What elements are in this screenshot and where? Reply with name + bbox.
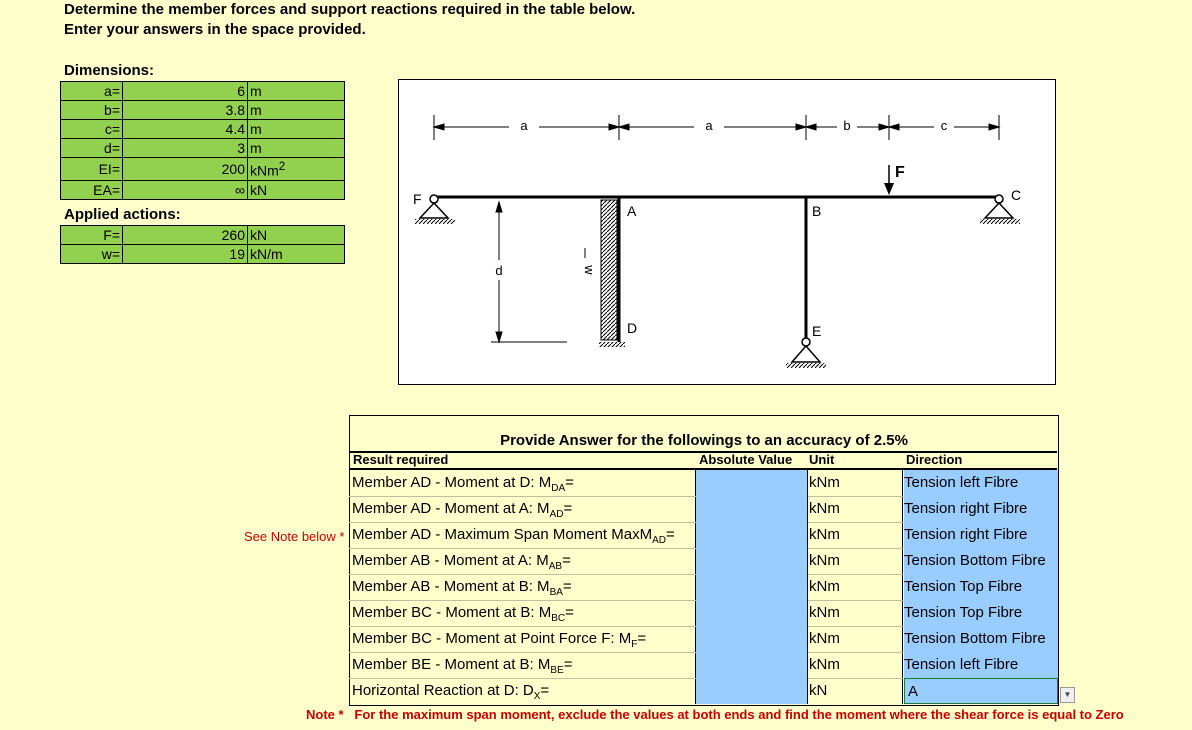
dim-label-c: c	[940, 118, 948, 133]
node-label-B: B	[812, 203, 822, 219]
dim-label-d: d	[495, 263, 503, 278]
unit-cell: kNm	[809, 474, 840, 491]
node-label-F: F	[413, 191, 422, 207]
dropdown-arrow-icon[interactable]: ▼	[1060, 687, 1075, 703]
result-label-DX	[352, 678, 694, 703]
result-subscript: F	[631, 639, 638, 650]
result-label-MDA	[352, 470, 694, 495]
unit-cell: kNm	[809, 630, 840, 647]
point-load-arrow	[884, 165, 894, 195]
param-value[interactable]: 200	[123, 158, 248, 181]
result-label-MaxMAD	[352, 522, 694, 547]
result-equals: =	[565, 474, 574, 491]
direction-select[interactable]: A	[904, 678, 1058, 704]
result-equals: =	[540, 682, 550, 699]
dimension-line-top	[434, 115, 999, 140]
dimension-row	[61, 139, 345, 158]
result-subscript: BA	[549, 587, 563, 598]
param-label: EA=	[61, 180, 123, 199]
result-label-MBA	[352, 574, 694, 599]
header-unit: Unit	[809, 452, 835, 467]
direction-cell[interactable]: Tension right Fibre	[904, 496, 1058, 522]
footer-note	[306, 707, 1124, 722]
unit-cell: kNm	[809, 578, 840, 595]
unit-cell: kNm	[809, 604, 840, 621]
node-label-A: A	[627, 203, 637, 219]
header-direction: Direction	[906, 452, 963, 467]
param-label: d=	[61, 139, 123, 158]
dim-label-a1: a	[520, 118, 528, 133]
result-equals: =	[563, 500, 573, 517]
applied-actions-table	[60, 225, 345, 264]
column-separator	[902, 470, 903, 704]
dimension-row	[61, 158, 345, 181]
direction-cell[interactable]: Tension Top Fibre	[904, 600, 1058, 626]
param-unit: m	[248, 101, 345, 120]
result-subscript: BE	[550, 665, 564, 676]
footer-note-text: For the maximum span moment, exclude the values at both ends and find the moment where the shear force is equal to Zero	[354, 707, 1124, 722]
result-label-MF	[352, 626, 694, 651]
param-label: F=	[61, 226, 123, 245]
answer-input-MBE[interactable]	[696, 652, 808, 678]
dimension-row	[61, 101, 345, 120]
point-load-label-F: F	[895, 164, 905, 181]
param-unit: m	[248, 82, 345, 101]
result-subscript: DA	[551, 483, 566, 494]
answer-input-MAB[interactable]	[696, 548, 808, 574]
answer-input-MBA[interactable]	[696, 574, 808, 600]
answer-input-MAD[interactable]	[696, 496, 808, 522]
param-value[interactable]: 3.8	[123, 101, 248, 120]
header-absolute-value: Absolute Value	[699, 452, 793, 467]
footer-note-marker: Note *	[306, 707, 344, 722]
result-subscript: AD	[549, 509, 564, 520]
answer-input-MDA[interactable]	[696, 470, 808, 496]
param-unit: kN/m	[248, 245, 345, 264]
unit-exponent: 2	[278, 160, 286, 173]
dim-label-b: b	[843, 118, 851, 133]
param-label: w=	[61, 245, 123, 264]
distributed-load-w	[601, 200, 617, 340]
direction-cell[interactable]: Tension right Fibre	[904, 522, 1058, 548]
direction-cell[interactable]: Tension Bottom Fibre	[904, 626, 1058, 652]
param-label: b=	[61, 101, 123, 120]
unit-cell: kNm	[809, 500, 840, 517]
result-equals: =	[562, 578, 572, 595]
unit-cell: kN	[809, 682, 828, 699]
answer-input-DX[interactable]	[696, 678, 808, 704]
param-unit: kN	[248, 226, 345, 245]
unit-cell: kNm	[809, 526, 840, 543]
result-text: Member AD - Moment at D: M	[352, 474, 552, 491]
node-label-D: D	[627, 320, 638, 336]
result-text: Member AB - Moment at B: M	[352, 578, 550, 595]
param-label: c=	[61, 120, 123, 139]
param-unit	[248, 158, 345, 181]
dimension-row	[61, 120, 345, 139]
result-subscript: AB	[548, 561, 563, 572]
param-unit: m	[248, 139, 345, 158]
result-text: Member BE - Moment at B: M	[352, 656, 551, 673]
direction-cell[interactable]: Tension Bottom Fibre	[904, 548, 1058, 574]
direction-cell[interactable]: Tension left Fibre	[904, 470, 1058, 496]
result-equals: =	[637, 630, 647, 647]
direction-cell[interactable]: Tension left Fibre	[904, 652, 1058, 678]
answer-input-MaxMAD[interactable]	[696, 522, 808, 548]
param-unit-text: kNm	[250, 162, 279, 179]
dimensions-title: Dimensions:	[64, 62, 155, 79]
result-equals: =	[562, 552, 571, 569]
param-value[interactable]: 4.4	[123, 120, 248, 139]
answer-input-MBC[interactable]	[696, 600, 808, 626]
answer-input-MF[interactable]	[696, 626, 808, 652]
header-result-required: Result required	[353, 452, 449, 467]
param-unit: kN	[248, 180, 345, 199]
param-value[interactable]: 6	[123, 82, 248, 101]
result-label-MAB	[352, 548, 694, 573]
unit-cell: kNm	[809, 656, 840, 673]
instruction-line-2: Enter your answers in the space provided.	[64, 21, 366, 38]
instruction-line-1: Determine the member forces and support reactions required in the table below.	[64, 1, 636, 18]
dimension-row	[61, 180, 345, 199]
result-label-MBC	[352, 600, 694, 625]
result-subscript: BC	[551, 613, 566, 624]
result-text: Member AD - Maximum Span Moment MaxM	[352, 526, 653, 543]
param-label: EI=	[61, 158, 123, 181]
result-text: Member AD - Moment at A: M	[352, 500, 550, 517]
result-label-MAD	[352, 496, 694, 521]
load-label-w: w	[582, 265, 597, 275]
param-unit: m	[248, 120, 345, 139]
param-value[interactable]: ∞	[123, 180, 248, 199]
fixed-support-D	[599, 342, 625, 347]
see-note-marker: See Note below *	[244, 529, 345, 544]
node-label-C: C	[1011, 187, 1022, 203]
frame-diagram-svg	[399, 80, 1055, 384]
result-equals: =	[665, 526, 675, 543]
action-row	[61, 245, 345, 264]
unit-cell: kNm	[809, 552, 840, 569]
direction-cell[interactable]: Tension Top Fibre	[904, 574, 1058, 600]
frame-diagram	[398, 79, 1056, 385]
dim-label-a2: a	[705, 118, 713, 133]
result-text: Horizontal Reaction at D: D	[352, 682, 534, 699]
node-label-E: E	[812, 323, 822, 339]
applied-actions-title: Applied actions:	[64, 206, 181, 223]
param-value[interactable]: 3	[123, 139, 248, 158]
answer-table-title: Provide Answer for the followings to an accuracy of 2.5%	[500, 432, 908, 449]
result-text: Member BC - Moment at B: M	[352, 604, 552, 621]
result-subscript: X	[533, 691, 541, 702]
action-row	[61, 226, 345, 245]
result-label-MBE	[352, 652, 694, 677]
result-subscript: AD	[652, 535, 666, 546]
result-text: Member AB - Moment at A: M	[352, 552, 549, 569]
dimension-row	[61, 82, 345, 101]
result-text: Member BC - Moment at Point Force F: M	[352, 630, 632, 647]
dimensions-table	[60, 81, 345, 200]
pin-support-E	[786, 338, 826, 368]
param-value[interactable]: 260	[123, 226, 248, 245]
result-equals: =	[565, 604, 574, 621]
param-label: a=	[61, 82, 123, 101]
param-value[interactable]: 19	[123, 245, 248, 264]
result-equals: =	[563, 656, 573, 673]
